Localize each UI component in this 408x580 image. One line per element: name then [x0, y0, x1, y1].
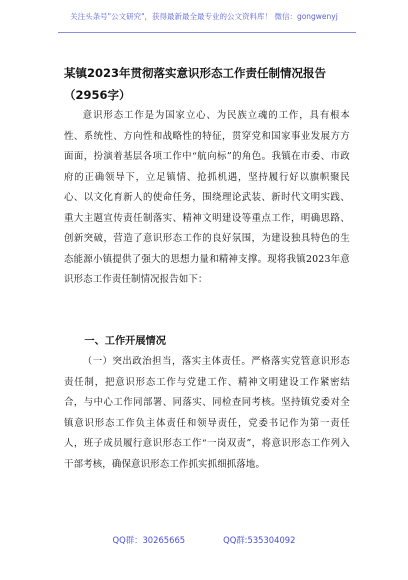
- footer: [0, 534, 408, 546]
- intro-paragraph: 意识形态工作是为国家立心、为民族立魂的工作，具有根本性、系统性、方向性和战略性的特征，贯穿党和国家事业发展方方面面，扮演着基层各项工作中“航向标”的角色。我镇在市委、市政府的正确领导下，立足镇情、抢抓机遇，坚持履行好以旗帜聚民心、以文化育新人的使命任务，围绕理论武装、新时代文明实践、重大主题宣传责任制落实、精神文明建设等重点工作，明确思路、创新突破，营造了意识形态工作的良好氛围，为建设独具特色的生态能源小镇提供了强大的思想力量和精神支撑。现将我镇2023年意识形态工作责任制情况报告如下：: [64, 110, 350, 285]
- section-heading: 一、工作开展情况: [84, 336, 166, 347]
- header-banner: 关注头条号"公文研究"，获得最新最全最专业的公文资料库！ 微信：gongwenyj: [70, 12, 338, 21]
- section-paragraph: （一）突出政治担当，落实主体责任。严格落实党管意识形态责任制，把意识形态工作与党建工作、精神文明建设工作紧密结合，与中心工作同部署、同落实、同检查同考核。坚持镇党委对全镇意识形态工作负主体责任和领导责任，党委书记作为第一责任人，班子成员履行意识形态工作“一岗双责”，将意识形态工作列入干部考核，确保意识形态工作抓实抓细抓落地。: [64, 356, 350, 470]
- document-title: 某镇2023年贯彻落实意识形态工作责任制情况报告（2956字）: [64, 66, 327, 102]
- header-divider: [58, 32, 356, 33]
- footer-qq-group-2: QQ群:535304092: [223, 535, 296, 545]
- footer-qq-group-1: QQ群：30265665: [112, 535, 186, 545]
